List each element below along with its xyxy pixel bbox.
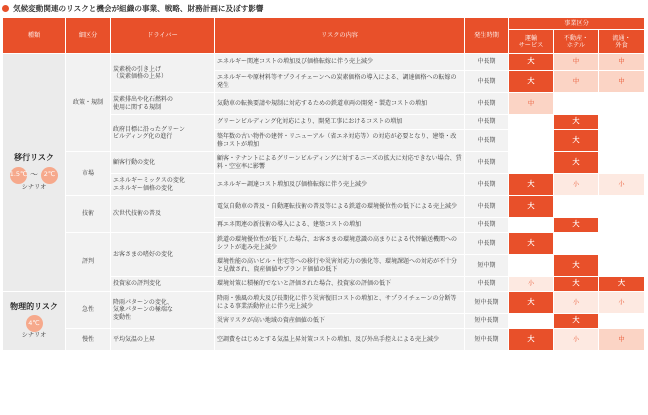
row-content: 空調費をはじめとする気温上昇対策コストの増加、及び外出手控えによる売上減少 — [215, 329, 465, 351]
level-realestate: 中 — [554, 71, 599, 93]
level-realestate: 大 — [554, 314, 599, 329]
scenario-label: シナリオ — [21, 183, 47, 191]
level-retail: 小 — [599, 292, 645, 314]
scenario-label: シナリオ — [21, 332, 47, 339]
scenario-circle-2: 2℃ — [41, 167, 58, 184]
level-transport: 大 — [509, 329, 554, 351]
level-realestate: 小 — [554, 292, 599, 314]
level-retail — [599, 255, 645, 277]
scenario-circle-4: 4℃ — [26, 315, 43, 332]
level-retail — [599, 152, 645, 174]
row-content: グリーンビルディング化対応により、開発工事におけるコストの増加 — [215, 115, 465, 130]
header-timing: 発生時期 — [465, 18, 509, 54]
level-realestate: 小 — [554, 174, 599, 196]
header-content: リスクの内容 — [215, 18, 465, 54]
row-timing: 短中長期 — [465, 314, 509, 329]
level-realestate: 大 — [554, 218, 599, 233]
sub-reputation: 評判 — [66, 233, 111, 292]
header-business: 事業区分 — [509, 18, 645, 30]
row-content: 再エネ関連の新技術の導入による、建築コストの増加 — [215, 218, 465, 233]
row-timing: 中長期 — [465, 196, 509, 218]
row-timing: 短中長期 — [465, 329, 509, 351]
driver-8: 降雨パターンの変化、 気象パターンの極端な 変動性 — [111, 292, 215, 329]
bullet-icon — [2, 5, 9, 12]
row-timing: 中長期 — [465, 277, 509, 292]
level-retail — [599, 115, 645, 130]
level-transport — [509, 255, 554, 277]
row-timing: 中長期 — [465, 93, 509, 115]
page-title-text: 気候変動関連のリスクと機会が組織の事業、戦略、財務計画に及ぼす影響 — [13, 3, 264, 13]
tilde: 〜 — [30, 170, 38, 180]
level-realestate: 大 — [554, 277, 599, 292]
level-realestate: 大 — [554, 130, 599, 152]
level-retail: 小 — [599, 174, 645, 196]
group-transition — [3, 54, 66, 292]
level-retail — [599, 314, 645, 329]
level-realestate: 小 — [554, 329, 599, 351]
header-transport: 運輸 サービス — [509, 30, 554, 54]
level-retail: 大 — [599, 277, 645, 292]
level-transport — [509, 218, 554, 233]
level-transport: 大 — [509, 233, 554, 255]
row-timing: 中長期 — [465, 233, 509, 255]
level-realestate — [554, 233, 599, 255]
driver-3: 顧客行動の変化 — [111, 152, 215, 174]
sub-policy: 政策・規制 — [66, 54, 111, 152]
row-timing: 短中期 — [465, 255, 509, 277]
row-timing: 中長期 — [465, 115, 509, 130]
row-timing: 中長期 — [465, 71, 509, 93]
level-retail: 中 — [599, 71, 645, 93]
level-transport: 大 — [509, 292, 554, 314]
scenario-circle-1-5: 1.5℃ — [10, 167, 27, 184]
sub-chronic: 慢性 — [66, 329, 111, 351]
level-realestate — [554, 196, 599, 218]
row-content: 築年数の古い物件の建替・リニューアル（省エネ対応等）の対応が必要となり、建築・改修コストが増加 — [215, 130, 465, 152]
driver-0: 炭素税の引き上げ （炭素価格の上昇） — [111, 54, 215, 93]
row-content: 環境対策に積極的でないと評価された場合、投資家の評価の低下 — [215, 277, 465, 292]
level-realestate: 中 — [554, 54, 599, 71]
level-retail — [599, 218, 645, 233]
level-retail — [599, 233, 645, 255]
driver-2: 政府目標に沿ったグリーン ビルディング化の進行 — [111, 115, 215, 152]
level-transport: 中 — [509, 93, 554, 115]
header-sub: 細区分 — [66, 18, 111, 54]
level-retail — [599, 196, 645, 218]
row-content: エネルギー関連コストの増加及び価格転嫁に伴う売上減少 — [215, 54, 465, 71]
level-realestate — [554, 93, 599, 115]
row-content: 鉄道の環境優位性が低下した場合、お客さまの環境意識の高まりによる代替輸送機関へのシフトが進み売上減少 — [215, 233, 465, 255]
row-content: エネルギー調達コスト増加及び価格転嫁に伴う売上減少 — [215, 174, 465, 196]
row-content: エネルギーや原材料等サプライチェーンへの炭素価格の導入による、調達価格への転嫁の発生 — [215, 71, 465, 93]
driver-4: エネルギーミックスの変化 エネルギー価格の変化 — [111, 174, 215, 196]
level-transport — [509, 152, 554, 174]
page-title — [2, 1, 263, 15]
level-transport — [509, 130, 554, 152]
level-transport — [509, 115, 554, 130]
row-timing: 中長期 — [465, 54, 509, 71]
group-physical-label: 物理的リスク — [10, 301, 58, 311]
driver-9: 平均気温の上昇 — [111, 329, 215, 351]
risk-table — [2, 17, 645, 351]
level-transport: 大 — [509, 174, 554, 196]
level-retail: 中 — [599, 329, 645, 351]
row-content: 電気自動車の普及・自動運転技術の普及等による鉄道の環境優位性の低下による売上減少 — [215, 196, 465, 218]
level-transport: 大 — [509, 71, 554, 93]
sub-market: 市場 — [66, 152, 111, 196]
header-retail: 流通・ 外食 — [599, 30, 645, 54]
header-realestate: 不動産・ ホテル — [554, 30, 599, 54]
row-timing: 中長期 — [465, 174, 509, 196]
driver-1: 炭素排出や化石燃料の 使用に関する規制 — [111, 93, 215, 115]
level-transport: 小 — [509, 277, 554, 292]
sub-technology: 技術 — [66, 196, 111, 233]
group-transition-label: 移行リスク — [14, 153, 54, 163]
group-physical — [3, 292, 66, 351]
level-transport: 大 — [509, 196, 554, 218]
row-content: 降雨・強風の増大及び長期化に伴う災害復旧コストの増加と、サプライチェーンの分断等による事業活動停止に伴う売上減少 — [215, 292, 465, 314]
row-content: 気動車の転換要請や規制に対応するための鉄道車両の開発・製造コストの増加 — [215, 93, 465, 115]
row-content: 顧客・テナントによるグリーンビルディングに対するニーズの拡大に対応できない場合、賃料・空室率に影響 — [215, 152, 465, 174]
level-retail — [599, 130, 645, 152]
header-driver: ドライバー — [111, 18, 215, 54]
level-realestate: 大 — [554, 255, 599, 277]
level-realestate: 大 — [554, 152, 599, 174]
row-timing: 中長期 — [465, 152, 509, 174]
row-timing: 中長期 — [465, 218, 509, 233]
header-kind: 種類 — [3, 18, 66, 54]
sub-acute: 急性 — [66, 292, 111, 329]
driver-5: 次世代技術の普及 — [111, 196, 215, 233]
level-retail: 中 — [599, 54, 645, 71]
driver-7: 投資家の評判変化 — [111, 277, 215, 292]
row-timing: 中長期 — [465, 130, 509, 152]
level-transport — [509, 314, 554, 329]
row-content: 災害リスクが高い地域の資産価値の低下 — [215, 314, 465, 329]
driver-6: お客さまの嗜好の変化 — [111, 233, 215, 277]
row-content: 環境性能の高いビル・住宅等への移行や災害対応力の強化等、環境課題への対応が不十分と見做され、資産価値やブランド価値の低下 — [215, 255, 465, 277]
level-realestate: 大 — [554, 115, 599, 130]
row-timing: 短中長期 — [465, 292, 509, 314]
level-transport: 大 — [509, 54, 554, 71]
level-retail — [599, 93, 645, 115]
